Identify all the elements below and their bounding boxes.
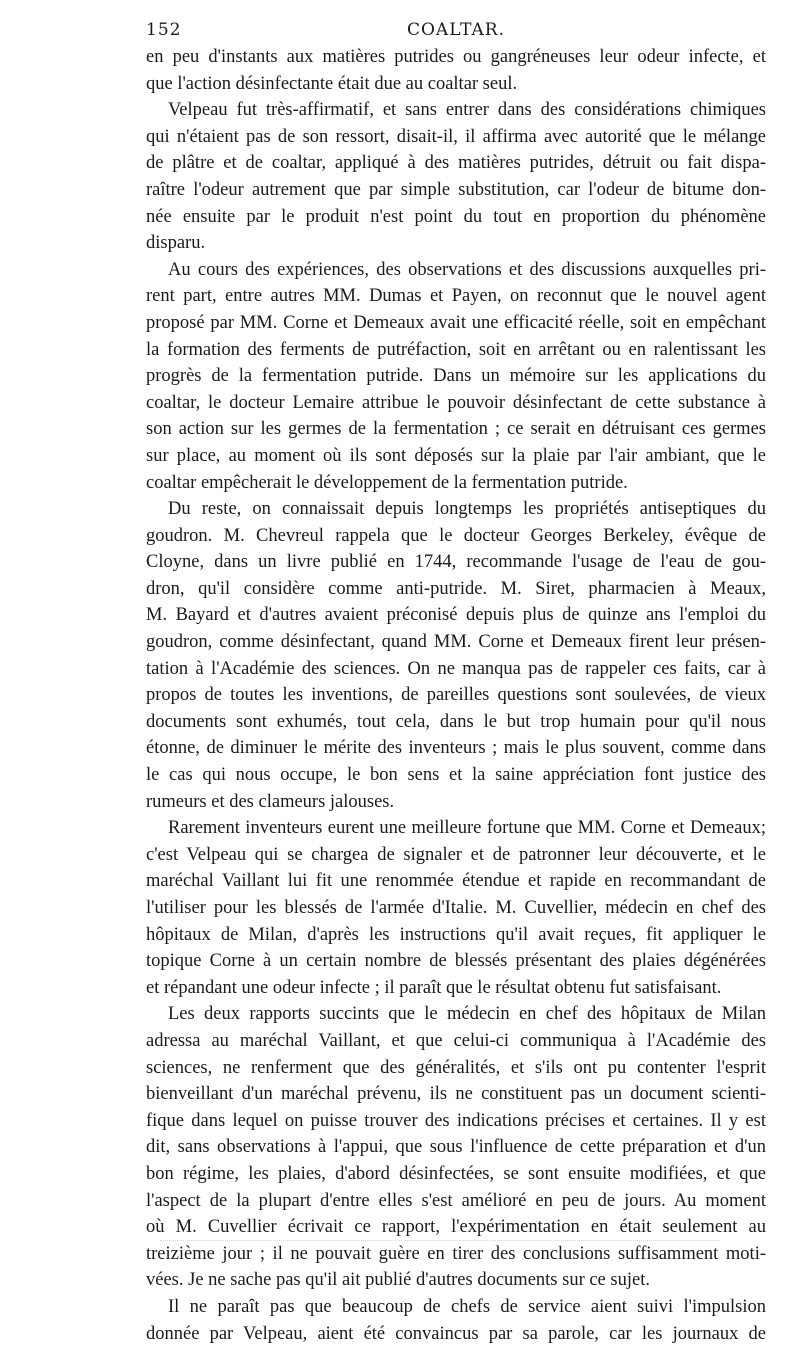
text-line: l'utiliser pour les blessés de l'armée d'Italie. M. Cuvellier, médecin en chef des	[146, 895, 766, 922]
text-line: étonne, de diminuer le mérite des inventeurs ; mais le plus souvent, comme dans	[146, 735, 766, 762]
text-line: Velpeau fut très-affirmatif, et sans entrer dans des considérations chimiques	[146, 97, 766, 124]
page-header	[146, 20, 766, 44]
text-line: Les deux rapports succints que le médecin en chef des hôpitaux de Milan	[146, 1001, 766, 1028]
text-line: c'est Velpeau qui se chargea de signaler et de patronner leur découverte, et le	[146, 842, 766, 869]
page-number: 152	[146, 20, 181, 40]
text-line: goudron, comme désinfectant, quand MM. Corne et Demeaux firent leur présen-	[146, 629, 766, 656]
text-line: née ensuite par le produit n'est point du tout en proportion du phénomène	[146, 204, 766, 231]
text-line: où M. Cuvellier écrivait ce rapport, l'expérimentation en était seulement au	[146, 1214, 766, 1241]
text-line: sur place, au moment où ils sont déposés sur la plaie par l'air ambiant, que le	[146, 443, 766, 470]
text-line: tation à l'Académie des sciences. On ne manqua pas de rappeler ces faits, car à	[146, 656, 766, 683]
paragraph	[146, 257, 766, 496]
text-line: progrès de la fermentation putride. Dans un mémoire sur les applications du	[146, 363, 766, 390]
text-line: raître l'odeur autrement que par simple substitution, car l'odeur de bitume don-	[146, 177, 766, 204]
text-line: Cloyne, dans un livre publié en 1744, recommande l'usage de l'eau de gou-	[146, 549, 766, 576]
text-line: adressa au maréchal Vaillant, et que celui-ci communiqua à l'Académie des	[146, 1028, 766, 1055]
text-line: maréchal Vaillant lui fit une renommée étendue et rapide en recommandant de	[146, 868, 766, 895]
text-line: rent part, entre autres MM. Dumas et Payen, on reconnut que le nouvel agent	[146, 283, 766, 310]
text-line: M. Bayard et d'autres avaient préconisé depuis plus de quinze ans l'emploi du	[146, 602, 766, 629]
text-line: bienveillant d'un maréchal prévenu, ils ne constituent pas un document scienti-	[146, 1081, 766, 1108]
text-line: coaltar empêcherait le développement de la fermentation putride.	[146, 470, 766, 497]
text-line: de plâtre et de coaltar, appliqué à des matières putrides, détruit ou fait dispa-	[146, 150, 766, 177]
text-line: rumeurs et des clameurs jalouses.	[146, 789, 766, 816]
text-line: propos de toutes les inventions, de pareilles questions sont soulevées, de vieux	[146, 682, 766, 709]
text-line: sciences, ne renferment que des généralités, et s'ils ont pu contenter l'esprit	[146, 1055, 766, 1082]
paragraph	[146, 1001, 766, 1294]
text-line: donnée par Velpeau, aient été convaincus par sa parole, car les journaux de	[146, 1321, 766, 1347]
text-line: dit, sans observations à l'appui, que sous l'influence de cette préparation et d'un	[146, 1134, 766, 1161]
text-line: fique dans lequel on puisse trouver des indications précises et certaines. Il y est	[146, 1108, 766, 1135]
text-line: son action sur les germes de la fermentation ; ce serait en détruisant ces germes	[146, 416, 766, 443]
text-line: qui n'étaient pas de son ressort, disait-il, il affirma avec autorité que le mélange	[146, 124, 766, 151]
text-line: que l'action désinfectante était due au coaltar seul.	[146, 71, 766, 98]
text-line: Il ne paraît pas que beaucoup de chefs de service aient suivi l'impulsion	[146, 1294, 766, 1321]
text-line: et répandant une odeur infecte ; il paraît que le résultat obtenu fut satisfaisant.	[146, 975, 766, 1002]
paragraph	[146, 496, 766, 815]
text-line: proposé par MM. Corne et Demeaux avait une efficacité réelle, soit en empêchant	[146, 310, 766, 337]
text-line: le cas qui nous occupe, le bon sens et la saine appréciation font justice des	[146, 762, 766, 789]
text-line: en peu d'instants aux matières putrides ou gangréneuses leur odeur infecte, et	[146, 44, 766, 71]
running-title: COALTAR.	[146, 20, 766, 40]
paragraph	[146, 815, 766, 1001]
text-line: la formation des ferments de putréfaction, soit en arrêtant ou en ralentissant les	[146, 337, 766, 364]
text-line: vées. Je ne sache pas qu'il ait publié d'autres documents sur ce sujet.	[146, 1267, 766, 1294]
text-line: l'aspect de la plupart d'entre elles s'est amélioré en peu de jours. Au moment	[146, 1188, 766, 1215]
text-line: bon régime, les plaies, d'abord désinfectées, se sont ensuite modifiées, et que	[146, 1161, 766, 1188]
text-line: hôpitaux de Milan, d'après les instructions qu'il avait reçues, fit appliquer le	[146, 922, 766, 949]
text-line: topique Corne à un certain nombre de blessés présentant des plaies dégénérées	[146, 948, 766, 975]
paragraph	[146, 1294, 766, 1347]
text-line: documents sont exhumés, tout cela, dans le but trop humain pour qu'il nous	[146, 709, 766, 736]
text-line: disparu.	[146, 230, 766, 257]
paragraph	[146, 44, 766, 97]
text-line: Rarement inventeurs eurent une meilleure fortune que MM. Corne et Demeaux;	[146, 815, 766, 842]
text-line: dron, qu'il considère comme anti-putride. M. Siret, pharmacien à Meaux,	[146, 576, 766, 603]
text-line: coaltar, le docteur Lemaire attribue le pouvoir désinfectant de cette substance à	[146, 390, 766, 417]
text-line: Du reste, on connaissait depuis longtemps les propriétés antiseptiques du	[146, 496, 766, 523]
text-line: treizième jour ; il ne pouvait guère en tirer des conclusions suffisamment moti-	[146, 1241, 766, 1268]
text-line: Au cours des expériences, des observations et des discussions auxquelles pri-	[146, 257, 766, 284]
page-bottom-marks	[160, 1240, 720, 1249]
body-text	[146, 44, 766, 1347]
paragraph	[146, 97, 766, 257]
text-line: goudron. M. Chevreul rappela que le docteur Georges Berkeley, évêque de	[146, 523, 766, 550]
